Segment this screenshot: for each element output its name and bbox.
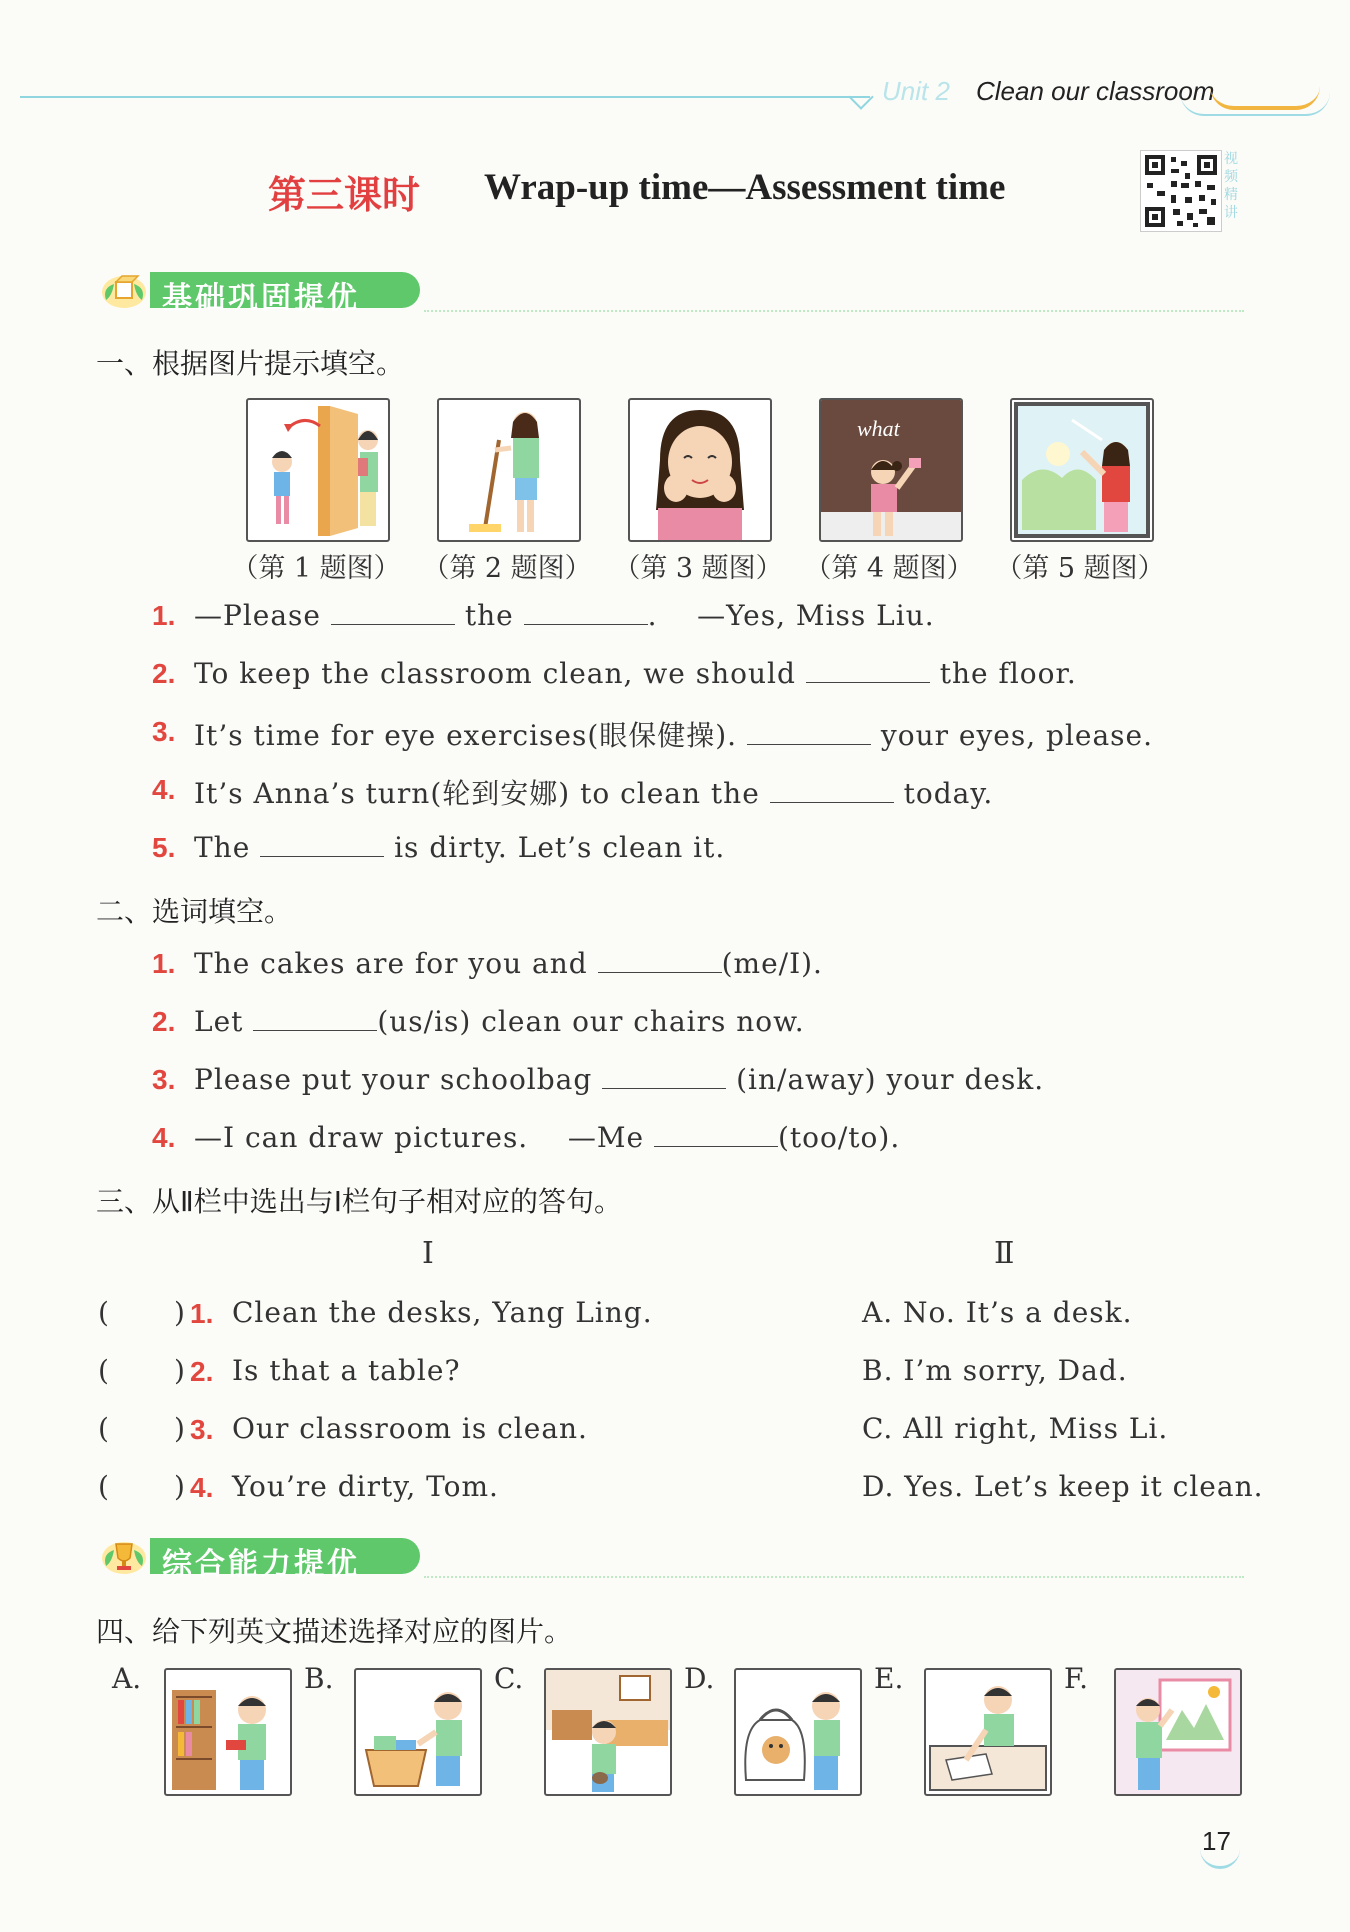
option-letter: B.: [304, 1662, 334, 1695]
q3-left-3: Our classroom is clean.: [232, 1412, 588, 1445]
leaf-cube-icon: [100, 270, 148, 310]
fill-blank[interactable]: [260, 830, 384, 857]
fill-blank[interactable]: [654, 1120, 778, 1147]
trophy-icon: [100, 1536, 148, 1576]
q1-item-number: 4.: [152, 774, 176, 805]
picture-5: [1010, 398, 1154, 542]
q1-item-1: —Please the . —Yes, Miss Liu.: [194, 599, 935, 632]
banner-divider: [424, 310, 1244, 312]
q2-item-number: 1.: [152, 948, 176, 979]
answer-paren-close: ): [174, 1470, 185, 1503]
q3-right-c: C. All right, Miss Li.: [862, 1412, 1169, 1445]
header-swoosh-gold-icon: [1210, 86, 1320, 110]
q3-item-number: 2.: [190, 1356, 214, 1387]
q1-item-number: 2.: [152, 658, 176, 689]
q1-item-number: 5.: [152, 832, 176, 863]
option-letter: A.: [112, 1662, 142, 1695]
picture-2-caption: （第 2 题图）: [422, 553, 592, 584]
fill-blank[interactable]: [524, 598, 648, 625]
answer-paren-open[interactable]: (: [98, 1470, 109, 1503]
q2-item-1: The cakes are for you and (me/I).: [194, 947, 823, 980]
answer-paren-close: ): [174, 1296, 185, 1329]
option-picture-f[interactable]: [1114, 1668, 1242, 1796]
lesson-number: 第三课时: [268, 172, 421, 217]
q2-item-number: 3.: [152, 1064, 176, 1095]
picture-1-caption: （第 1 题图）: [231, 553, 401, 584]
answer-paren-close: ): [174, 1354, 185, 1387]
q1-item-2: To keep the classroom clean, we should the floor.: [194, 657, 1077, 690]
qr-caption: 视频精讲: [1224, 151, 1238, 221]
q3-left-4: You’re dirty, Tom.: [232, 1470, 499, 1503]
q3-item-number: 3.: [190, 1414, 214, 1445]
q1-item-number: 1.: [152, 600, 176, 631]
lesson-title: Wrap-up time—Assessment time: [484, 167, 1006, 208]
option-letter: E.: [874, 1662, 904, 1695]
picture-2: [437, 398, 581, 542]
q3-item-number: 1.: [190, 1298, 214, 1329]
banner-divider: [424, 1576, 1244, 1578]
option-letter: C.: [494, 1662, 524, 1695]
fill-blank[interactable]: [602, 1062, 726, 1089]
fill-blank[interactable]: [331, 598, 455, 625]
q1-item-5: The is dirty. Let’s clean it.: [194, 831, 726, 864]
q2-item-2: Let (us/is) clean our chairs now.: [194, 1005, 805, 1038]
option-picture-a[interactable]: [164, 1668, 292, 1796]
option-picture-d[interactable]: [734, 1668, 862, 1796]
fill-blank[interactable]: [598, 946, 722, 973]
q3-left-2: Is that a table?: [232, 1354, 461, 1387]
q1-heading: 一、根据图片提示填空。: [96, 347, 405, 380]
q3-item-number: 4.: [190, 1472, 214, 1503]
q3-heading: 三、从Ⅱ栏中选出与Ⅰ栏句子相对应的答句。: [96, 1185, 623, 1218]
column-2-heading: Ⅱ: [994, 1236, 1015, 1271]
q3-left-1: Clean the desks, Yang Ling.: [232, 1296, 653, 1329]
q2-item-3: Please put your schoolbag (in/away) your desk.: [194, 1063, 1045, 1096]
fill-blank[interactable]: [747, 718, 871, 745]
q3-right-a: A. No. It’s a desk.: [862, 1296, 1133, 1329]
option-picture-c[interactable]: [544, 1668, 672, 1796]
header-unit: Unit 2: [882, 76, 950, 106]
header-topic: Clean our classroom: [976, 76, 1215, 106]
column-1-heading: Ⅰ: [422, 1236, 434, 1271]
q2-item-number: 4.: [152, 1122, 176, 1153]
q1-item-3: It’s time for eye exercises(眼保健操). your eyes, please.: [194, 719, 1154, 752]
q3-right-d: D. Yes. Let’s keep it clean.: [862, 1470, 1264, 1503]
picture-5-caption: （第 5 题图）: [995, 553, 1165, 584]
answer-paren-close: ): [174, 1412, 185, 1445]
q3-right-b: B. I’m sorry, Dad.: [862, 1354, 1128, 1387]
q4-heading: 四、给下列英文描述选择对应的图片。: [96, 1615, 573, 1648]
header-chevron-icon: [848, 84, 873, 109]
section-banner-title: 基础巩固提优: [162, 281, 360, 316]
picture-1: [246, 398, 390, 542]
board-word: what: [857, 416, 900, 441]
q2-item-4: —I can draw pictures. —Me (too/to).: [194, 1121, 901, 1154]
option-letter: D.: [684, 1662, 715, 1695]
answer-paren-open[interactable]: (: [98, 1296, 109, 1329]
option-letter: F.: [1064, 1662, 1088, 1695]
picture-3: [628, 398, 772, 542]
page-number: 17: [1202, 1826, 1231, 1856]
answer-paren-open[interactable]: (: [98, 1354, 109, 1387]
picture-3-caption: （第 3 题图）: [613, 553, 783, 584]
header-rule: [20, 96, 870, 98]
fill-blank[interactable]: [806, 656, 930, 683]
section-banner-basic: [100, 270, 420, 316]
q1-item-number: 3.: [152, 716, 176, 747]
fill-blank[interactable]: [770, 776, 894, 803]
picture-4-caption: （第 4 题图）: [804, 553, 974, 584]
q2-heading: 二、选词填空。: [96, 895, 293, 928]
option-picture-e[interactable]: [924, 1668, 1052, 1796]
page-swoosh-icon: [1200, 1846, 1240, 1869]
section-banner-comprehensive: [100, 1536, 420, 1582]
answer-paren-open[interactable]: (: [98, 1412, 109, 1445]
fill-blank[interactable]: [253, 1004, 377, 1031]
q2-item-number: 2.: [152, 1006, 176, 1037]
picture-4: [819, 398, 963, 542]
qr-code-icon[interactable]: [1140, 150, 1222, 232]
section-banner-title: 综合能力提优: [162, 1547, 360, 1582]
q1-item-4: It’s Anna’s turn(轮到安娜) to clean the today.: [194, 777, 994, 810]
option-picture-b[interactable]: [354, 1668, 482, 1796]
